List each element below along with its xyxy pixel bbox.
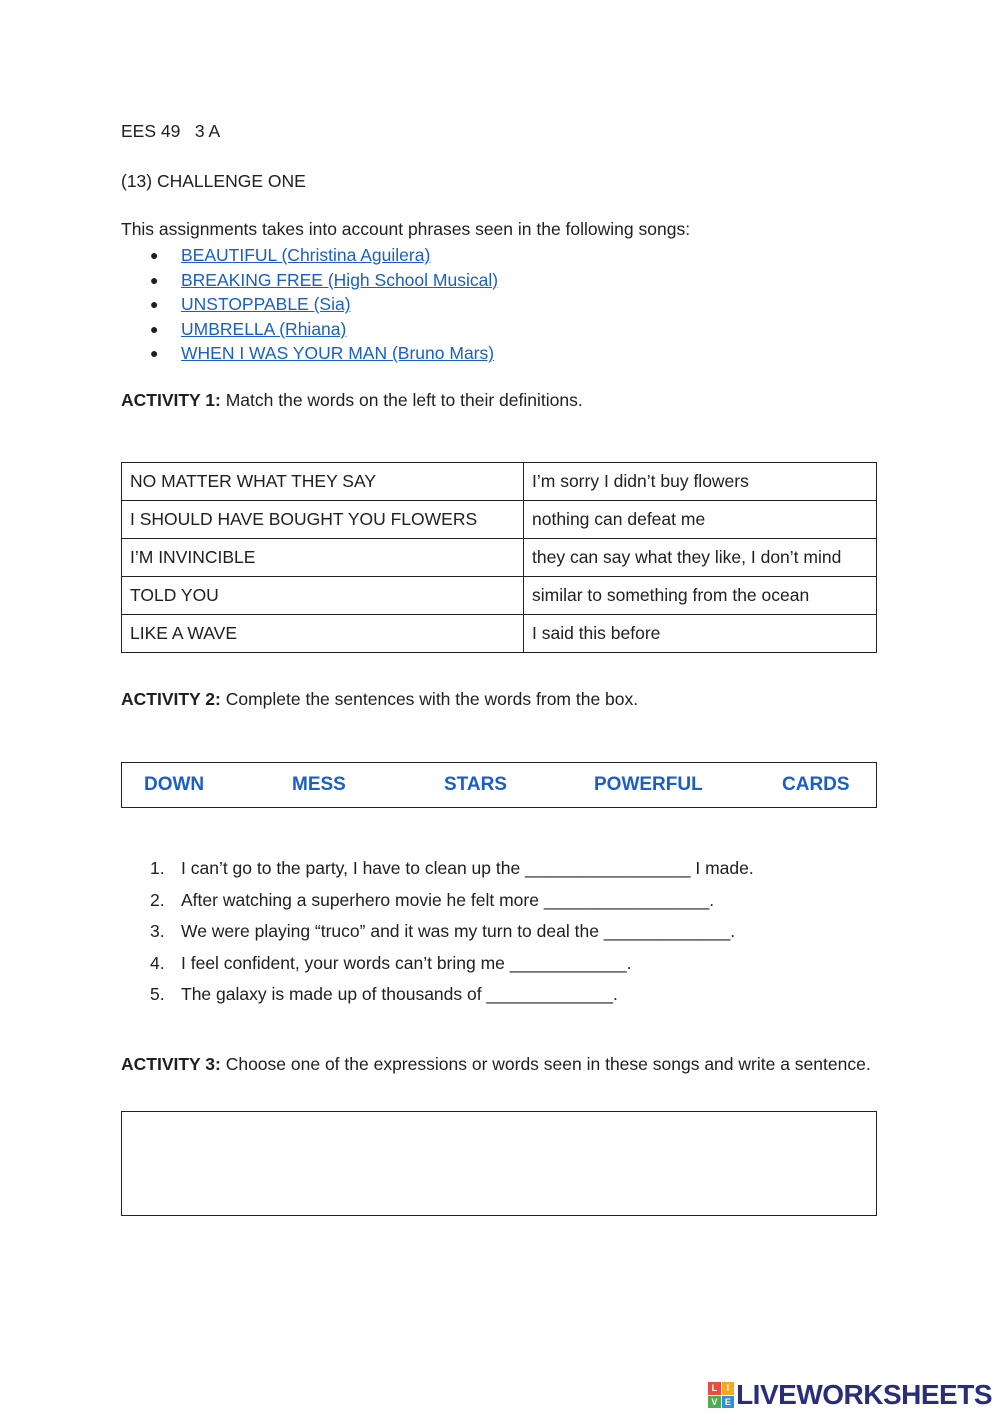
sentence-list xyxy=(150,858,754,1016)
table-row xyxy=(122,539,877,577)
list-item xyxy=(150,953,754,985)
activity-1-heading xyxy=(121,390,583,411)
word-bank-item[interactable]: DOWN xyxy=(144,774,205,795)
table-row xyxy=(122,501,877,539)
word-bank-item[interactable]: CARDS xyxy=(782,774,850,795)
match-phrase[interactable]: NO MATTER WHAT THEY SAY xyxy=(122,463,524,501)
list-item xyxy=(150,243,498,268)
logo-letter: I xyxy=(722,1382,735,1395)
matching-table xyxy=(121,462,877,653)
sentence-text[interactable]: We were playing “truco” and it was my turn to deal the _____________. xyxy=(181,921,736,941)
sentence-number: 4. xyxy=(150,952,165,973)
song-link-unstoppable[interactable]: UNSTOPPABLE (Sia) xyxy=(181,294,351,315)
song-link-breaking-free[interactable]: BREAKING FREE (High School Musical) xyxy=(181,269,499,290)
sentence-number: 1. xyxy=(150,858,165,878)
activity-1-label: ACTIVITY 1: xyxy=(121,390,221,410)
logo-letter: V xyxy=(708,1396,721,1409)
match-definition[interactable]: nothing can defeat me xyxy=(524,501,877,539)
sentence-text[interactable]: I can’t go to the party, I have to clean up the _________________ I made. xyxy=(181,858,754,878)
logo-text: LIVEWORKSHEETS xyxy=(736,1379,992,1410)
activity-3-heading xyxy=(121,1048,881,1080)
activity-2-label: ACTIVITY 2: xyxy=(121,689,221,709)
table-row xyxy=(122,615,877,653)
bullet-icon: ● xyxy=(150,271,159,288)
word-bank-item[interactable]: POWERFUL xyxy=(594,774,703,795)
activity-2-instruction: Complete the sentences with the words from the box. xyxy=(220,689,639,709)
match-phrase[interactable]: LIKE A WAVE xyxy=(122,615,524,653)
match-phrase[interactable]: I’M INVINCIBLE xyxy=(122,539,524,577)
list-item xyxy=(150,984,754,1016)
list-item xyxy=(150,921,754,953)
answer-textarea[interactable] xyxy=(121,1111,877,1216)
logo-letter: E xyxy=(722,1396,735,1409)
bullet-icon: ● xyxy=(150,247,159,264)
sentence-number: 2. xyxy=(150,889,165,910)
table-row xyxy=(122,577,877,615)
song-link-umbrella[interactable]: UMBRELLA (Rhiana) xyxy=(181,318,347,339)
match-phrase[interactable]: I SHOULD HAVE BOUGHT YOU FLOWERS xyxy=(122,501,524,539)
sentence-number: 3. xyxy=(150,921,165,941)
sentence-number: 5. xyxy=(150,984,165,1004)
list-item xyxy=(150,317,498,342)
activity-3-label: ACTIVITY 3: xyxy=(121,1054,221,1074)
list-item xyxy=(150,268,498,293)
list-item xyxy=(150,292,498,317)
liveworksheets-logo xyxy=(708,1379,992,1411)
logo-letter: L xyxy=(708,1382,721,1395)
sentence-text[interactable]: After watching a superhero movie he felt more _________________. xyxy=(181,889,715,910)
match-definition[interactable]: similar to something from the ocean xyxy=(524,577,877,615)
list-item xyxy=(150,341,498,366)
song-link-beautiful[interactable]: BEAUTIFUL (Christina Aguilera) xyxy=(181,245,431,266)
song-link-when-i-was-your-man[interactable]: WHEN I WAS YOUR MAN (Bruno Mars) xyxy=(181,343,495,364)
match-definition[interactable]: they can say what they like, I don’t mind xyxy=(524,539,877,577)
match-definition[interactable]: I said this before xyxy=(524,615,877,653)
word-bank-item[interactable]: STARS xyxy=(444,774,507,795)
activity-3-instruction: Choose one of the expressions or words seen in these songs and write a sentence. xyxy=(220,1054,871,1074)
sentence-text[interactable]: The galaxy is made up of thousands of _____________. xyxy=(181,984,618,1004)
table-row xyxy=(122,463,877,501)
worksheet-code: EES 49 3 A xyxy=(121,121,221,141)
bullet-icon: ● xyxy=(150,296,159,313)
match-phrase[interactable]: TOLD YOU xyxy=(122,577,524,615)
song-list xyxy=(150,243,498,366)
bullet-icon: ● xyxy=(150,320,159,337)
activity-2-heading xyxy=(121,689,638,710)
bullet-icon: ● xyxy=(150,345,159,362)
match-definition[interactable]: I’m sorry I didn’t buy flowers xyxy=(524,463,877,501)
activity-1-instruction: Match the words on the left to their definitions. xyxy=(220,390,583,410)
intro-text: This assignments takes into account phrases seen in the following songs: xyxy=(121,219,691,239)
logo-icon xyxy=(708,1382,734,1408)
challenge-title: (13) CHALLENGE ONE xyxy=(121,171,306,191)
list-item xyxy=(150,890,754,922)
list-item xyxy=(150,858,754,890)
word-bank xyxy=(121,762,877,808)
word-bank-item[interactable]: MESS xyxy=(292,774,346,795)
sentence-text[interactable]: I feel confident, your words can’t bring me ____________. xyxy=(181,952,632,973)
